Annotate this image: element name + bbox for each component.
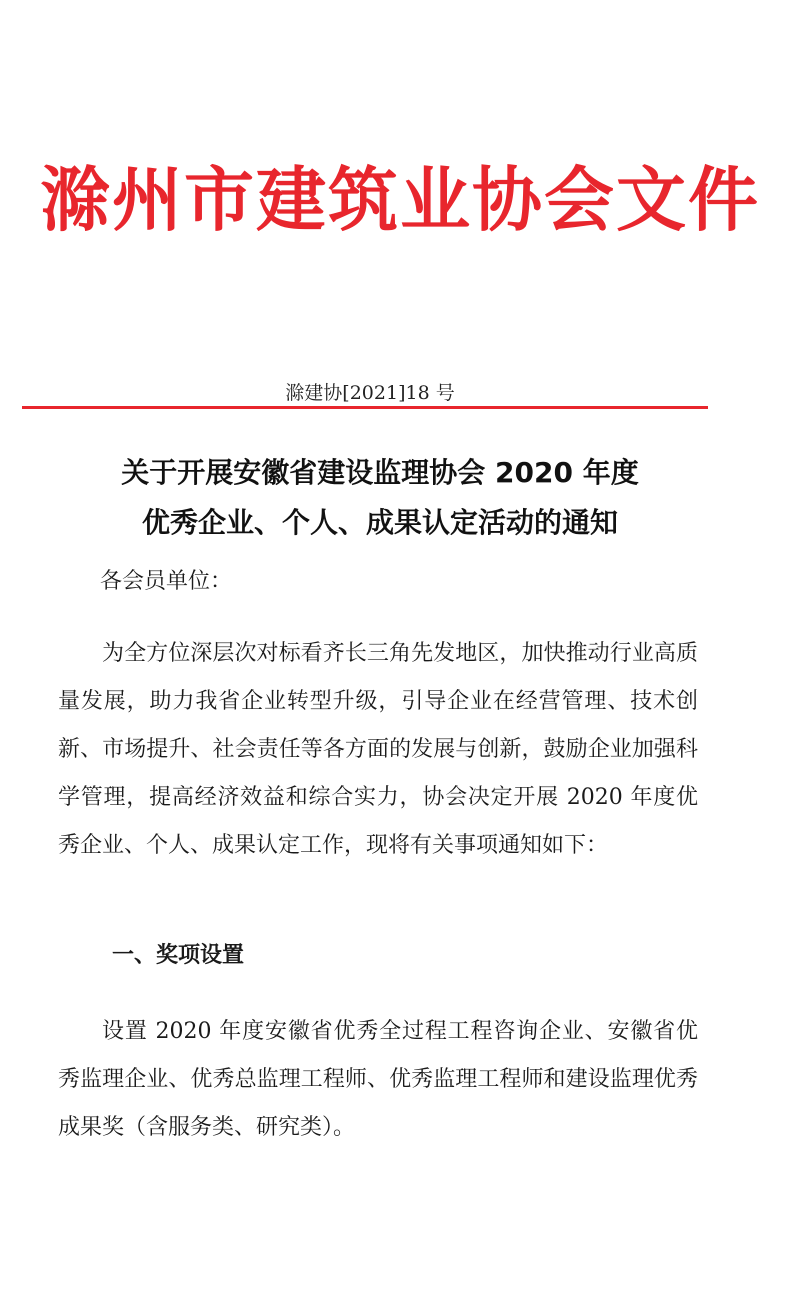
document-number: 滁建协[2021]18 号 [285, 382, 455, 404]
document-title-line-1: 关于开展安徽省建设监理协会 2020 年度 [121, 456, 639, 489]
red-divider-line [22, 406, 708, 409]
salutation: 各会员单位： [100, 569, 233, 594]
document-title-line-2: 优秀企业、个人、成果认定活动的通知 [141, 506, 618, 539]
intro-paragraph [58, 630, 698, 870]
document-title [40, 448, 720, 548]
letterhead-title: 滁州市建筑业协会文件 [40, 158, 760, 241]
section-1-paragraph-text: 设置 2020 年度安徽省优秀全过程工程咨询企业、安徽省优秀监理企业、优秀总监理工程师、优秀监理工程师和建设监理优秀成果奖（含服务类、研究类）。 [58, 1019, 698, 1140]
section-1-heading: 一、奖项设置 [112, 943, 245, 968]
intro-paragraph-text: 为全方位深层次对标看齐长三角先发地区，加快推动行业高质量发展，助力我省企业转型升级，引导企业在经营管理、技术创新、市场提升、社会责任等各方面的发展与创新，鼓励企业加强科学管理，提高经济效益和综合实力，协会决定开展 2020 年度优秀企业、个人、成果认定工作，现将有关事项通知如下： [58, 641, 698, 858]
section-1-paragraph [58, 1008, 698, 1152]
